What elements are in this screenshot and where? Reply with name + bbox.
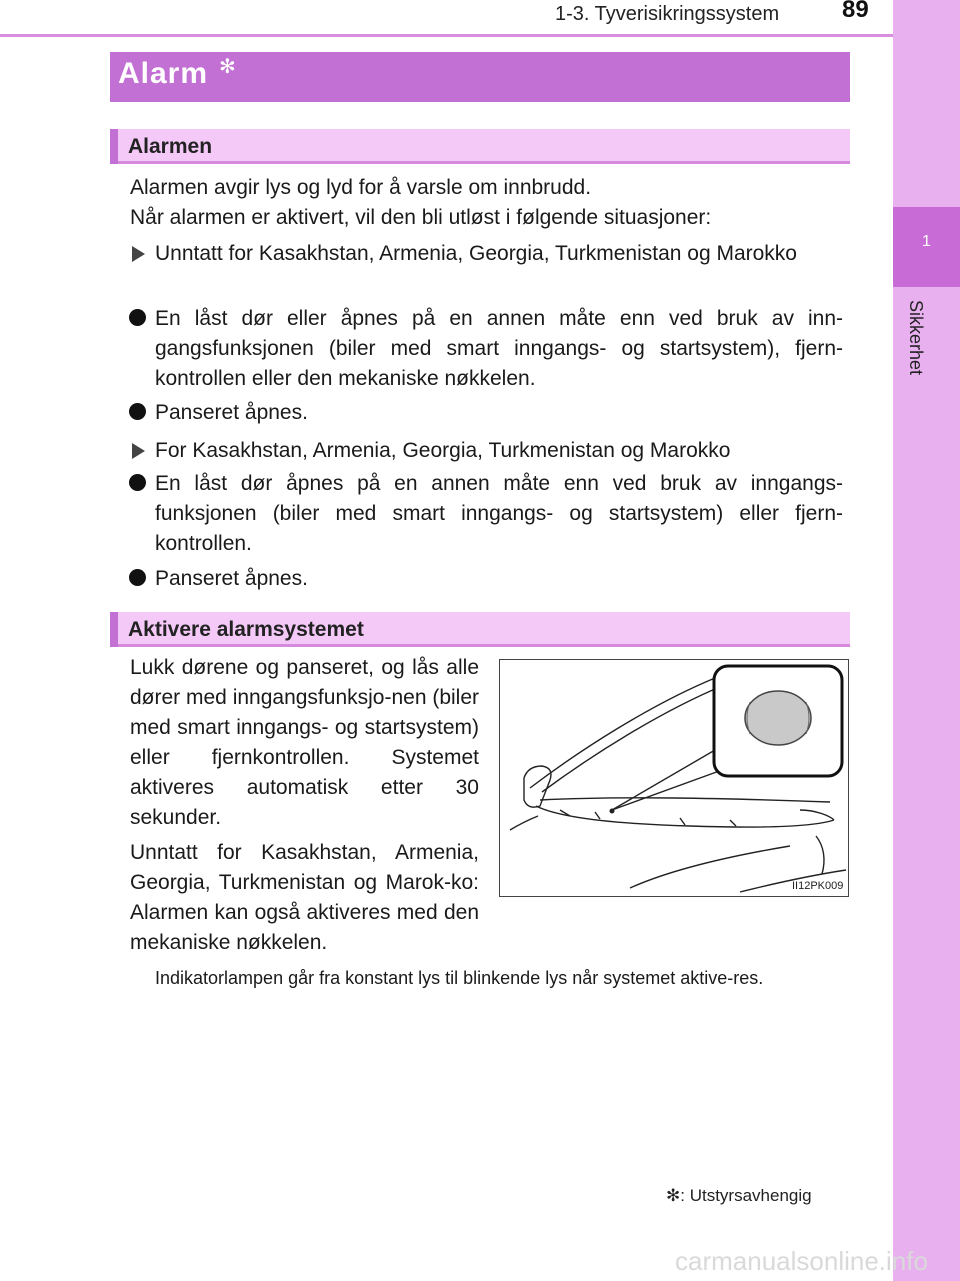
side-strip (893, 0, 960, 1281)
intro-text-2: Når alarmen er aktivert, vil den bli utløst i følgende situasjoner: (130, 206, 712, 229)
section-heading-alarmen: Alarmen (128, 135, 213, 158)
activation-text: Lukk dørene og panseret, og lås alle dører med inngangsfunksjo-nen (biler med smart inngangs- og startsystem) eller fjernkontrollen. Systemet aktiveres automatisk etter 30 sekunder. (130, 656, 480, 829)
intro-text-1: Alarmen avgir lys og lyd for å varsle om innbrudd. (130, 176, 592, 199)
mechanical-key-text: Unntatt for Kasakhstan, Armenia, Georgia, Turkmenistan og Marok-ko: Alarmen kan også aktiveres med den mekaniske nøkkelen. (130, 841, 479, 954)
section-heading-accent (110, 129, 118, 164)
indicator-lamp-location (610, 809, 615, 814)
section-heading-bar-alarmen (110, 129, 850, 164)
header-rule (0, 34, 893, 37)
group2-title: For Kasakhstan, Armenia, Georgia, Turkmenistan og Marokko (155, 439, 731, 462)
indicator-note: Indikatorlampen går fra konstant lys til blinkende lys når systemet aktive-res. (155, 968, 764, 988)
footnote-star-icon: ✻ (666, 1186, 681, 1205)
triangle-bullet-icon (132, 443, 145, 459)
chapter-tab-number: 1 (922, 233, 931, 250)
dashboard-indicator-figure (499, 659, 849, 897)
circle-bullet-icon (129, 569, 146, 586)
indicator-lamp-icon (745, 691, 811, 745)
group2-item2: Panseret åpnes. (155, 567, 308, 590)
group1-item2: Panseret åpnes. (155, 401, 308, 424)
triangle-bullet-icon (132, 246, 145, 262)
watermark: carmanualsonline.info (675, 1246, 928, 1276)
chapter-tab-label: Sikkerhet (906, 300, 926, 376)
footnote (666, 1186, 812, 1206)
circle-bullet-icon (129, 309, 146, 326)
optional-equipment-star-icon: ✻ (219, 56, 236, 78)
group1-title: Unntatt for Kasakhstan, Armenia, Georgia, Turkmenistan og Marokko (155, 242, 797, 265)
group1-item1: En låst dør eller åpnes på en annen måte enn ved bruk av inn-gangsfunksjonen (biler med smart inngangs- og startsystem), fjern-kontrollen eller den mekaniske nøkkelen. (155, 307, 843, 390)
footnote-text: : Utstyrsavhengig (680, 1186, 812, 1205)
chapter-section-title: 1-3. Tyverisikringssystem (555, 3, 780, 25)
circle-bullet-icon (129, 474, 146, 491)
group2-item1: En låst dør åpnes på en annen måte enn ved bruk av inngangs-funksjonen (biler med smart inngangs- og startsystem) eller fjern-kontrollen. (155, 472, 843, 555)
section-heading-accent (110, 612, 118, 647)
windshield-illustration (500, 660, 848, 896)
figure-code: II12PK009 (792, 880, 844, 892)
page-number: 89 (842, 0, 869, 23)
circle-bullet-icon (129, 403, 146, 420)
section-heading-aktivere-alarmsystemet: Aktivere alarmsystemet (128, 618, 364, 641)
page-title: Alarm (118, 57, 209, 90)
